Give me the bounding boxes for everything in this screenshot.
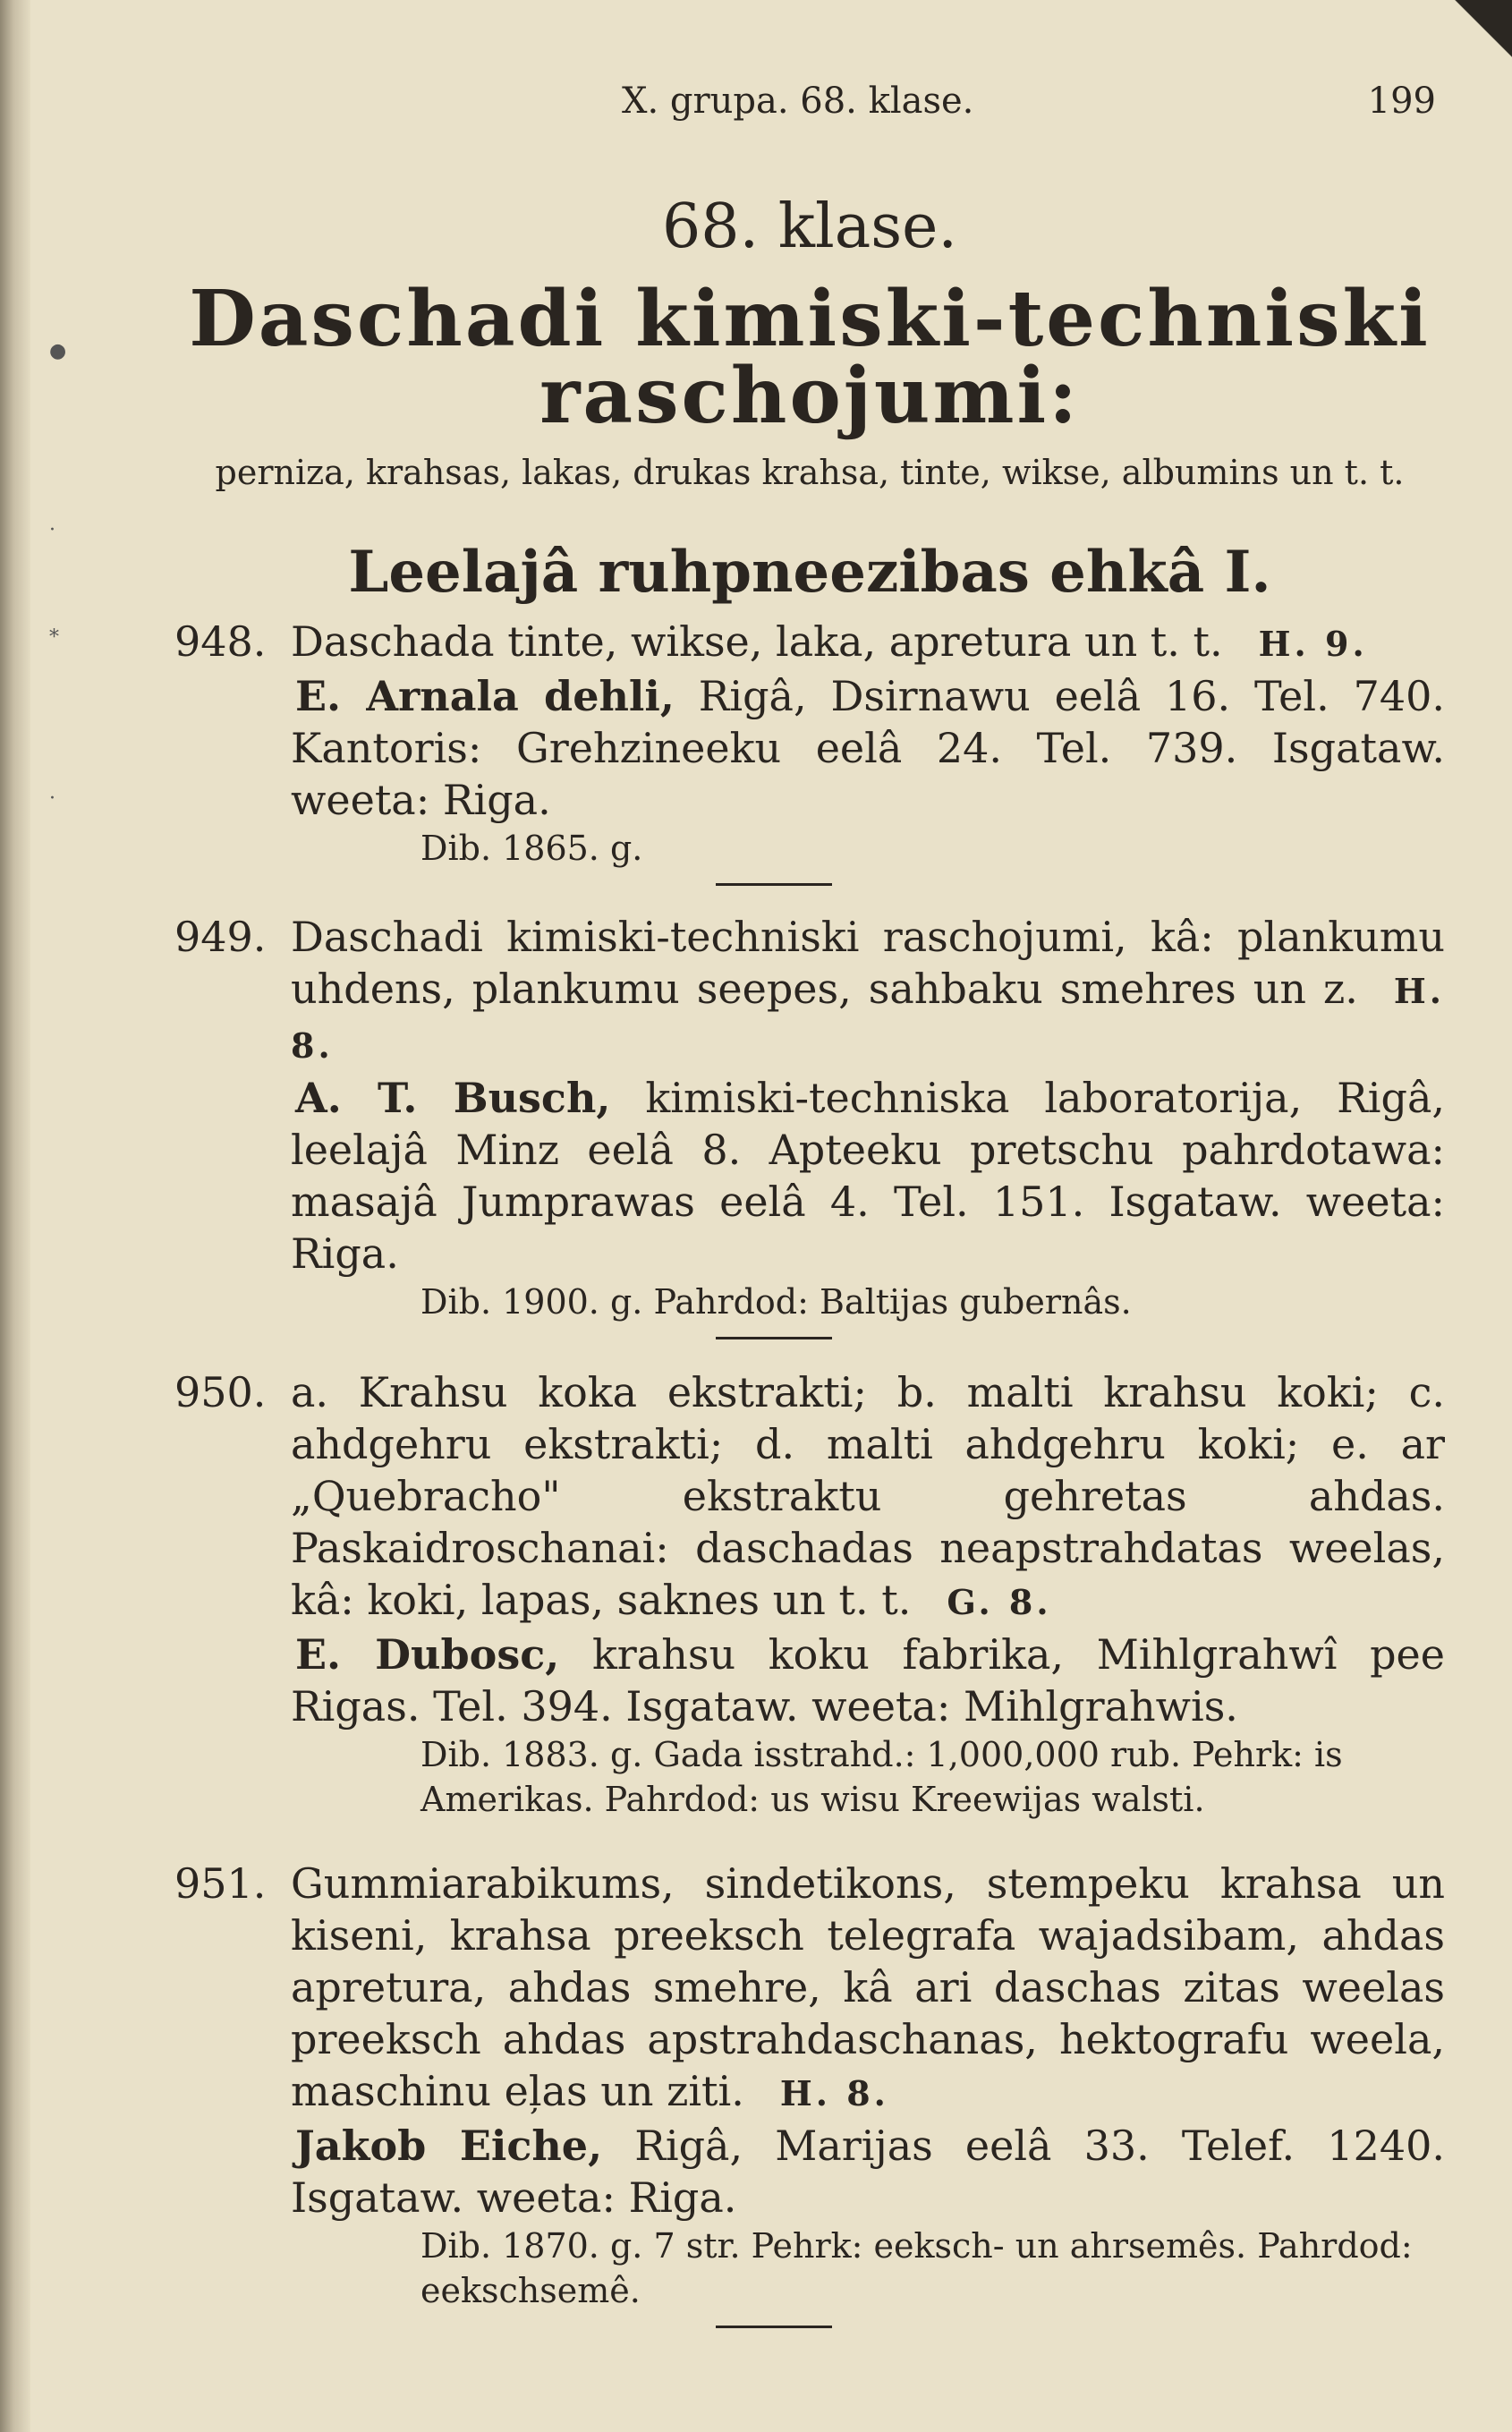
page-number: 199	[1367, 81, 1436, 122]
entry-description	[291, 1366, 1445, 1628]
entry-firm	[291, 1628, 1445, 1732]
page-content	[174, 72, 1445, 2328]
firm-details: Rigâ, Dsirnawu eelâ 16. Tel. 740. Kantoris: Grehzineeku eelâ 24. Tel. 739. Isgataw. weeta: Riga.	[291, 672, 1446, 824]
description-text: Daschada tinte, wikse, laka, apretura un t. t.	[291, 617, 1223, 666]
catalog-entry	[174, 911, 1445, 1339]
description-text: Daschadi kimiski-techniski raschojumi, kâ: plankumu uhdens, plankumu seepes, sahbaku smehres un z.	[291, 913, 1445, 1013]
entry-code: H. 8.	[779, 2073, 889, 2113]
running-head	[174, 72, 1445, 134]
firm-name: Jakob Eiche,	[295, 2122, 603, 2170]
page-corner	[1449, 0, 1512, 63]
entry-divider	[716, 2326, 832, 2328]
margin-mark: *	[49, 626, 59, 649]
catalog-entry	[174, 1366, 1445, 1822]
entry-code: G. 8.	[947, 1582, 1052, 1622]
entry-code: H. 8.	[291, 971, 1445, 1066]
class-number: 68. klase.	[661, 191, 957, 262]
entry-firm	[291, 1072, 1445, 1280]
margin-mark: ●	[49, 340, 67, 362]
entry-description	[291, 1858, 1445, 2120]
entry-description	[291, 911, 1445, 1072]
entry-description	[291, 616, 1445, 670]
entry-code: H. 9.	[1258, 624, 1368, 664]
entry-divider	[716, 1337, 832, 1339]
catalog-entry	[174, 616, 1445, 886]
description-text: Gummiarabikums, sindetikons, stempeku krahsa un kiseni, krahsa preeksch telegrafa wajadsibam, ahdas apretura, ahdas smehre, kâ ari daschas zitas weelas preeksch ahdas apstrahdaschanas, hektografu weela, maschinu eļas un ziti.	[291, 1859, 1445, 2115]
description-text: a. Krahsu koka ekstrakti; b. malti krahsu koki; c. ahdgehru ekstrakti; d. malti ahdgehru koki; e. ar „Quebracho" ekstraktu gehretas ahdas. Paskaidroschanai: daschadas neapstrahdatas weelas, kâ: koki, lapas, saknes un t. t.	[291, 1368, 1445, 1624]
entry-number: 951.	[174, 1859, 267, 1908]
entry-meta: Dib. 1865. g.	[420, 829, 643, 868]
class-title: Daschadi kimiski-techniski raschojumi:	[189, 274, 1431, 441]
entry-number: 950.	[174, 1368, 267, 1416]
firm-details: kimiski-techniska laboratorija, Rigâ, leelajâ Minz eelâ 8. Apteeku pretschu pahrdotawa: masajâ Jumprawas eelâ 4. Tel. 151. Isgataw. weeta: Riga.	[291, 1074, 1445, 1278]
catalog-entry	[174, 1858, 1445, 2328]
class-subtitle: perniza, krahsas, lakas, drukas krahsa, tinte, wikse, albumins un t. t.	[215, 453, 1405, 492]
entry-meta: Dib. 1900. g. Pahrdod: Baltijas gubernâs.	[420, 1282, 1132, 1322]
firm-details: Rigâ, Marijas eelâ 33. Telef. 1240. Isgataw. weeta: Riga.	[291, 2122, 1445, 2222]
section-heading: Leelajâ ruhpneezibas ehkâ I.	[348, 539, 1271, 606]
margin-mark: ·	[49, 787, 55, 810]
entry-divider	[716, 883, 832, 886]
running-head-title: X. grupa. 68. klase.	[622, 81, 974, 122]
firm-name: E. Arnala dehli,	[295, 672, 675, 720]
entry-number: 948.	[174, 617, 267, 666]
entry-firm	[291, 670, 1445, 826]
entry-number: 949.	[174, 913, 267, 961]
entry-meta: Dib. 1870. g. 7 str. Pehrk: eeksch- un ahrsemês. Pahrdod: eekschsemê.	[420, 2226, 1413, 2310]
entry-meta: Dib. 1883. g. Gada isstrahd.: 1,000,000 rub. Pehrk: is Amerikas. Pahrdod: us wisu Kreewijas walsti.	[420, 1735, 1343, 1819]
firm-name: A. T. Busch,	[295, 1074, 611, 1122]
firm-name: E. Dubosc,	[295, 1630, 560, 1679]
margin-mark: ·	[49, 519, 55, 541]
firm-details: krahsu koku fabrika, Mihlgrahwî pee Rigas. Tel. 394. Isgataw. weeta: Mihlgrahwis.	[291, 1630, 1445, 1730]
entry-firm	[291, 2120, 1445, 2224]
page-binding-edge	[0, 0, 30, 2432]
